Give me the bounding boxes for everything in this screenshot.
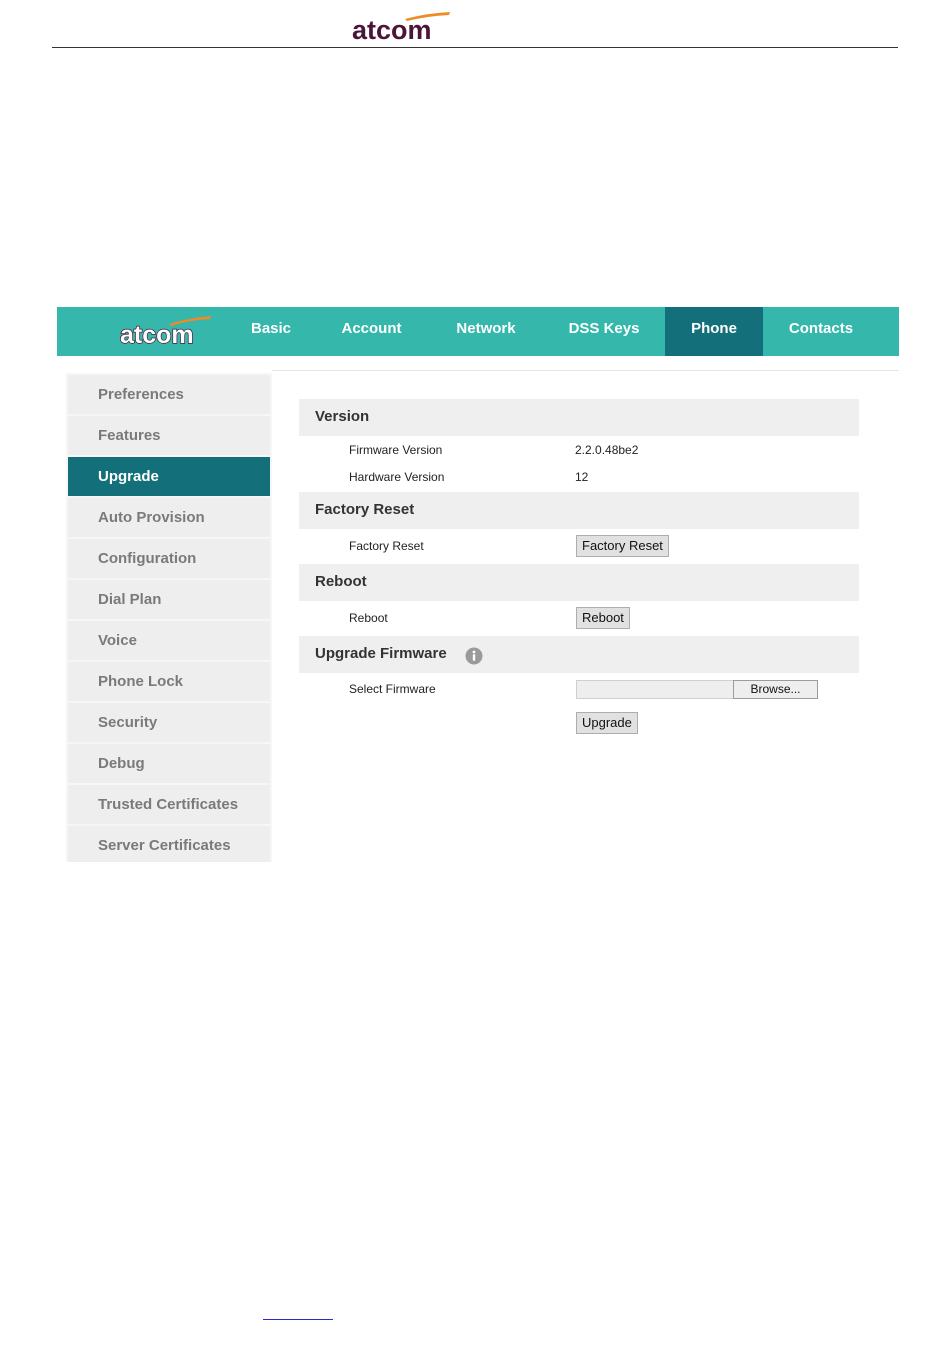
top-navigation [57, 307, 899, 356]
sidebar-item-phone-lock[interactable]: Phone Lock [68, 662, 270, 701]
firmware-version-label: Firmware Version [349, 443, 443, 457]
upgrade-firmware-section-header: Upgrade Firmware [299, 636, 859, 673]
tab-phone[interactable]: Phone [665, 307, 763, 356]
info-icon[interactable] [465, 647, 483, 665]
tab-basic[interactable]: Basic [250, 320, 292, 337]
sidebar-item-configuration[interactable]: Configuration [68, 539, 270, 578]
hardware-version-value: 12 [575, 470, 589, 484]
atcom-header-logo [350, 12, 452, 42]
logo-text: atcom [352, 15, 432, 42]
footer-link[interactable] [263, 1319, 333, 1320]
reboot-button[interactable]: Reboot [576, 607, 630, 629]
sidebar-item-upgrade[interactable]: Upgrade [68, 457, 270, 496]
reboot-section-header: Reboot [299, 564, 859, 601]
version-section-header: Version [299, 399, 859, 436]
sidebar [66, 373, 272, 862]
tab-account[interactable]: Account [341, 320, 402, 337]
sidebar-item-voice[interactable]: Voice [68, 621, 270, 660]
sidebar-item-features[interactable]: Features [68, 416, 270, 455]
tab-contacts[interactable]: Contacts [788, 320, 854, 337]
sidebar-item-trusted-certificates[interactable]: Trusted Certificates [68, 785, 270, 824]
sidebar-item-debug[interactable]: Debug [68, 744, 270, 783]
header-divider [52, 47, 898, 48]
sidebar-item-auto-provision[interactable]: Auto Provision [68, 498, 270, 537]
sidebar-item-server-certificates[interactable]: Server Certificates [68, 826, 270, 862]
factory-reset-section-header: Factory Reset [299, 492, 859, 529]
sidebar-item-preferences[interactable]: Preferences [68, 375, 270, 414]
sidebar-item-security[interactable]: Security [68, 703, 270, 742]
tab-network[interactable]: Network [456, 320, 516, 337]
content-divider [272, 370, 899, 371]
factory-reset-button[interactable]: Factory Reset [576, 535, 669, 557]
factory-reset-label: Factory Reset [349, 539, 424, 553]
firmware-version-value: 2.2.0.48be2 [575, 443, 639, 457]
browse-button[interactable]: Browse... [733, 680, 818, 699]
hardware-version-label: Hardware Version [349, 470, 445, 484]
select-firmware-label: Select Firmware [349, 682, 436, 696]
atcom-nav-logo [119, 315, 211, 347]
nav-logo-text: atcom [120, 321, 194, 347]
tab-dss-keys[interactable]: DSS Keys [568, 320, 640, 337]
firmware-file-input[interactable] [576, 680, 734, 699]
reboot-label: Reboot [349, 611, 388, 625]
upgrade-button[interactable]: Upgrade [576, 712, 638, 734]
sidebar-item-dial-plan[interactable]: Dial Plan [68, 580, 270, 619]
